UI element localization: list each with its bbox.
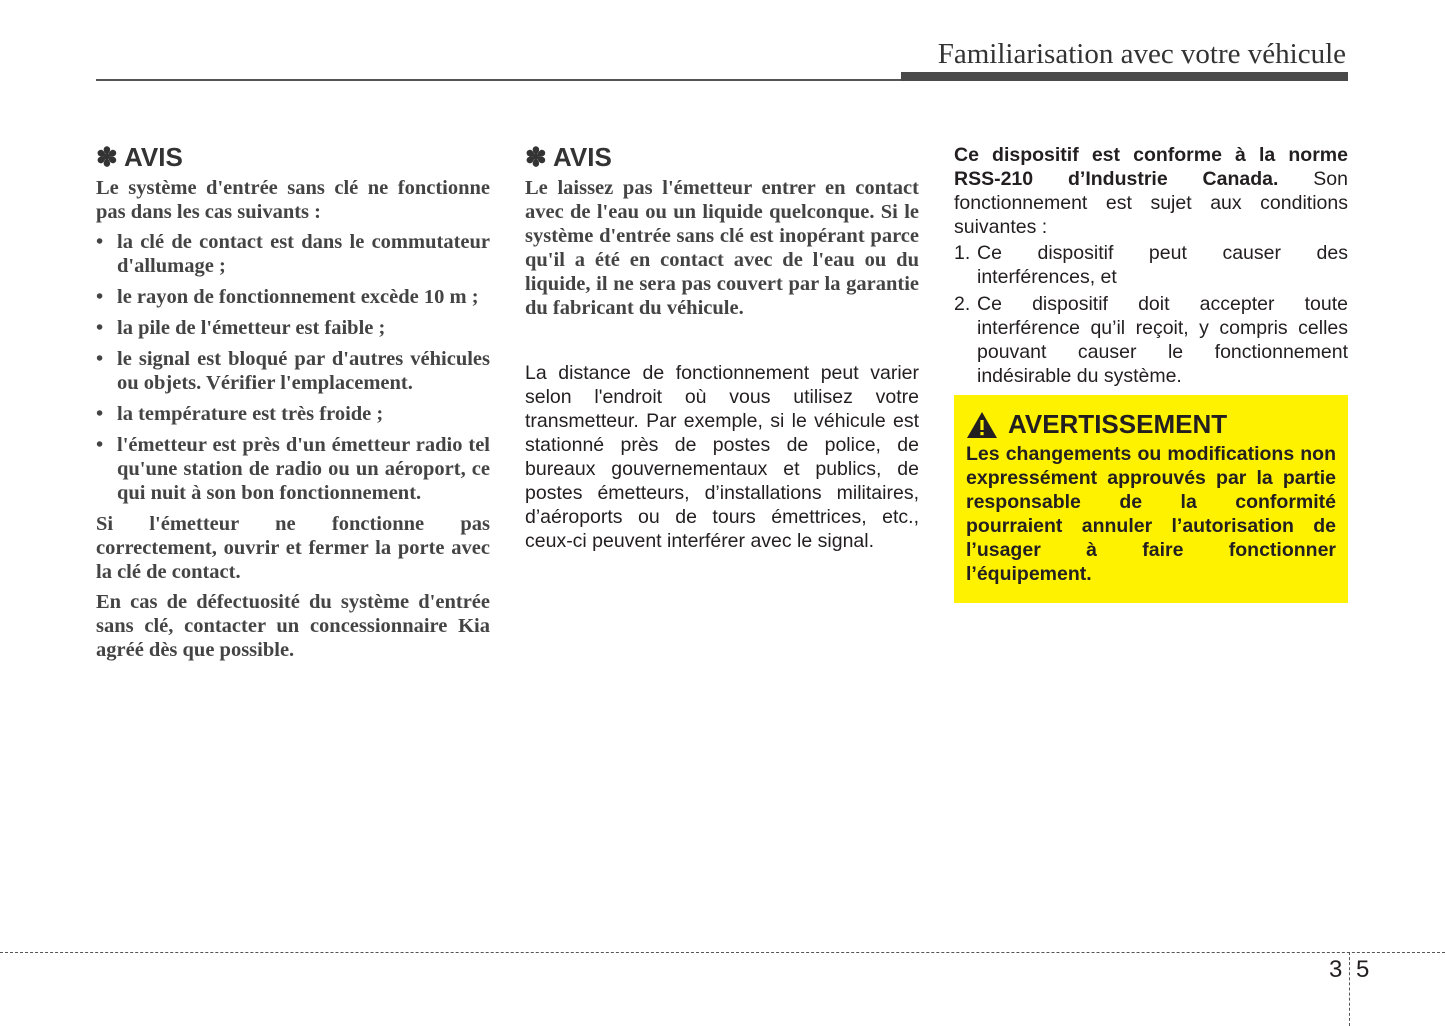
warning-triangle-icon [966, 411, 998, 439]
list-item: • la pile de l'émetteur est faible ; [96, 316, 490, 340]
list-item [954, 292, 1348, 388]
column-right [954, 143, 1348, 391]
list-item: • l'émetteur est près d'un émetteur radio tel qu'une station de radio ou un aéroport, ce qui nuit à son bon fonctionnement. [96, 433, 490, 505]
notice-text: Le laissez pas l'émetteur entrer en contact avec de l'eau ou un liquide quelconque. Si le système d'entrée sans clé est inopérant parce qu'il a été en contact avec de l'eau ou du liquide, il ne sera pas couvert par la garantie du fabricant du véhicule. [525, 177, 919, 319]
condition-list [954, 241, 1348, 388]
header-rule-accent [901, 72, 1348, 81]
page-number-divider [1349, 952, 1350, 1026]
item-text: Ce dispositif peut causer des interférences, et [977, 242, 1348, 288]
notice-intro: Le système d'entrée sans clé ne fonctionne pas dans les cas suivants : [96, 177, 490, 223]
notice-paragraph: En cas de défectuosité du système d'entrée sans clé, contacter un concessionnaire Kia agréé dès que possible. [96, 591, 490, 661]
item-number: 2. [954, 293, 971, 315]
item-text: Ce dispositif doit accepter toute interférence qu’il reçoit, y compris celles pouvant causer le fonctionnement indésirable du système. [977, 293, 1348, 387]
warning-title: AVERTISSEMENT [1008, 409, 1228, 439]
warning-text: Les changements ou modifications non expressément approuvés par la partie responsable de la conformité pourraient annuler l’autorisation de l’usager à faire fonctionner l’équipement. [966, 443, 1336, 585]
column-middle [525, 140, 919, 553]
notice-title: ✽ AVIS [96, 142, 183, 172]
compliance-rest: Son fonctionnement est sujet aux conditions suivantes : [954, 168, 1348, 238]
compliance-paragraph [954, 143, 1348, 239]
warning-box [954, 395, 1348, 603]
page-header-title: Familiarisation avec votre véhicule [937, 38, 1346, 70]
header-rule [96, 79, 902, 81]
list-item: • le rayon de fonctionnement excède 10 m ; [96, 285, 490, 309]
list-item: • la clé de contact est dans le commutateur d'allumage ; [96, 230, 490, 278]
notice-paragraph: Si l'émetteur ne fonctionne pas correctement, ouvrir et fermer la porte avec la clé de contact. [96, 513, 490, 583]
column-left [96, 140, 490, 662]
list-item [954, 241, 1348, 289]
footer-divider [0, 952, 1445, 953]
compliance-lead: Ce dispositif est conforme à la norme RSS-210 d’Industrie Canada. [954, 144, 1348, 190]
list-item: • la température est très froide ; [96, 402, 490, 426]
notice-title: ✽ AVIS [525, 142, 612, 172]
warning-heading [966, 409, 1336, 440]
item-number: 1. [954, 242, 971, 264]
page-number: 5 [1356, 956, 1370, 983]
chapter-number: 3 [1329, 956, 1343, 983]
list-item: • le signal est bloqué par d'autres véhicules ou objets. Vérifier l'emplacement. [96, 347, 490, 395]
body-paragraph: La distance de fonctionnement peut varier selon l'endroit où vous utilisez votre transmetteur. Par exemple, si le véhicule est stationné près de postes de police, de bureaux gouvernementaux et publics, de postes émetteurs, d’installations militaires, d’aéroports ou de tours émettrices, etc., ceux-ci peuvent interférer avec le signal. [525, 362, 919, 552]
bullet-list [96, 230, 490, 505]
